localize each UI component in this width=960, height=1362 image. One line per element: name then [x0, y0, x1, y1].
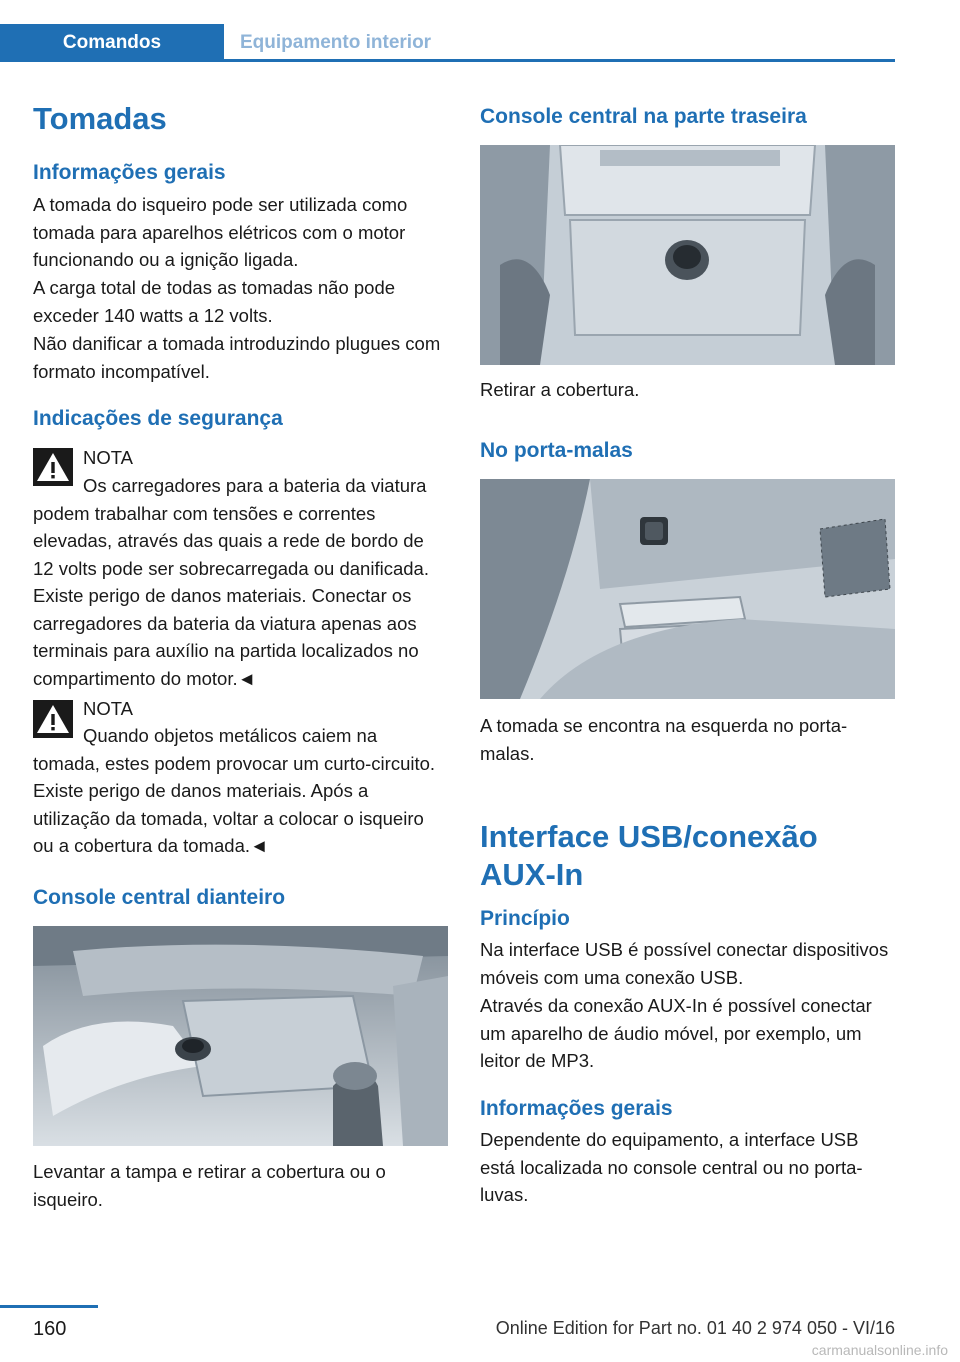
rear-console-image — [480, 145, 895, 365]
paragraph-principle-1: Na interface USB é possível conectar dispositivos móveis com uma conexão USB. — [480, 939, 889, 988]
heading-console-dianteiro: Console central dianteiro — [33, 886, 286, 909]
paragraph-usb-general-1: Dependente do equipamento, a interface USB está localizada no console central ou no porta-luvas. — [480, 1129, 863, 1205]
page-number: 160 — [33, 1318, 67, 1340]
note-1-label: NOTA — [83, 447, 134, 468]
footer-divider — [0, 1305, 98, 1308]
trunk-image — [480, 479, 895, 699]
heading-indicacoes-seguranca: Indicações de segurança — [33, 407, 283, 430]
front-console-image — [33, 926, 448, 1146]
caption-trunk: A tomada se encontra na esquerda no porta-malas. — [480, 715, 848, 764]
paragraph-principle-2: Através da conexão AUX-In é possível conectar um aparelho de áudio móvel, por exemplo, um leitor de MP3. — [480, 995, 872, 1071]
header-divider — [224, 59, 895, 62]
caption-front-console: Levantar a tampa e retirar a cobertura ou o isqueiro. — [33, 1161, 386, 1210]
heading-usb-informacoes-gerais: Informações gerais — [480, 1097, 673, 1120]
paragraph-general-2: A carga total de todas as tomadas não pode exceder 140 watts a 12 volts. — [33, 277, 396, 326]
paragraph-general-1: A tomada do isqueiro pode ser utilizada como tomada para aparelhos elétricos com o motor funcionando ou a ignição ligada. — [33, 194, 408, 270]
section-title-usb-aux: Interface USB/conexão AUX-In — [480, 819, 818, 892]
note-2-label: NOTA — [83, 698, 134, 719]
section-title-tomadas: Tomadas — [33, 101, 167, 136]
page-header — [0, 24, 895, 62]
watermark: carmanualsonline.info — [811, 1342, 948, 1358]
paragraph-general-3: Não danificar a tomada introduzindo plugues com formato incompatível. — [33, 333, 441, 382]
tab-equipamento-interior[interactable]: Equipamento interior — [240, 32, 432, 53]
heading-informacoes-gerais: Informações gerais — [33, 161, 226, 184]
heading-porta-malas: No porta-malas — [480, 439, 633, 462]
tab-comandos[interactable]: Comandos — [0, 24, 224, 62]
edition-text: Online Edition for Part no. 01 40 2 974 050 - VI/16 — [495, 1318, 895, 1338]
note-1-text: Os carregadores para a bateria da viatura podem trabalhar com tensões e correntes elevadas, através das quais a rede de bordo de 12 volts pode ser sobrecarregada ou danificada. Existe perigo de danos materiais. Conectar os carregadores da bateria da viatura apenas aos terminais para auxílio na partida localizados no compartimento do motor.◄ — [33, 475, 429, 689]
caption-rear-console: Retirar a cobertura. — [480, 379, 640, 400]
heading-principio: Princípio — [480, 907, 570, 930]
note-2-text: Quando objetos metálicos caiem na tomada, estes podem provocar um curto-circuito. Existe perigo de danos materiais. Após a utilização da tomada, voltar a colocar o isqueiro ou a cobertura da tomada.◄ — [33, 725, 436, 856]
heading-console-traseira: Console central na parte traseira — [480, 105, 807, 128]
